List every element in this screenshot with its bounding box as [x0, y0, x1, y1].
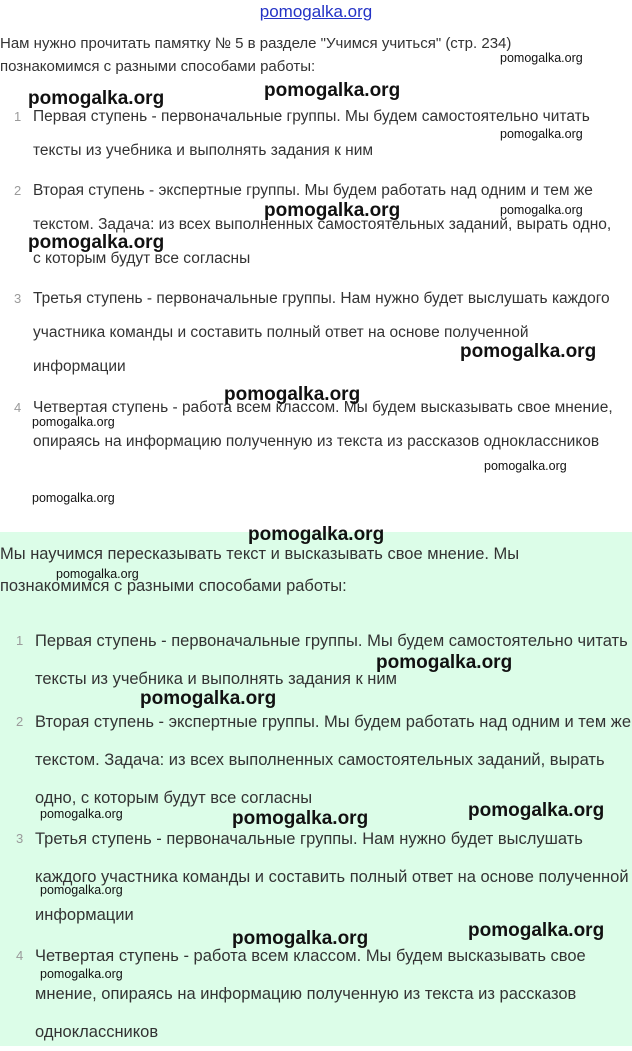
- step-number: 3: [16, 831, 24, 846]
- watermark: pomogalka.org: [500, 51, 583, 65]
- site-header-link[interactable]: pomogalka.org: [259, 2, 373, 21]
- answer-intro: Мы научимся пересказывать текст и высказывать свое мнение. Мы познакомимся с разными способами работы:: [0, 545, 520, 595]
- step-text: Вторая ступень - экспертные группы. Мы будем работать над одним и тем же текстом. Задача: из всех выполненных самостоятельных заданий, вырать одно, с которым будут все согласны: [35, 713, 631, 807]
- step-number: 3: [14, 291, 22, 306]
- watermark: pomogalka.org: [28, 88, 165, 109]
- watermark: pomogalka.org: [224, 384, 361, 405]
- watermark: pomogalka.org: [500, 127, 583, 141]
- step-number: 4: [16, 948, 24, 963]
- step-number: 1: [16, 633, 24, 648]
- watermark: pomogalka.org: [500, 203, 583, 217]
- watermark: pomogalka.org: [40, 967, 123, 981]
- watermark: pomogalka.org: [248, 524, 385, 545]
- watermark: pomogalka.org: [28, 232, 165, 253]
- watermark: pomogalka.org: [264, 80, 401, 101]
- watermark: pomogalka.org: [232, 808, 369, 829]
- watermark: pomogalka.org: [376, 652, 513, 673]
- step-number: 2: [14, 183, 22, 198]
- watermark: pomogalka.org: [468, 800, 605, 821]
- watermark: pomogalka.org: [232, 928, 369, 949]
- watermark: pomogalka.org: [32, 415, 115, 429]
- watermark: pomogalka.org: [460, 341, 597, 362]
- watermark: pomogalka.org: [40, 807, 123, 821]
- step-number: 1: [14, 109, 22, 124]
- step-number: 2: [16, 714, 24, 729]
- step-text: Четвертая ступень - работа всем классом. Мы будем высказывать свое мнение, опираясь на информацию полученную из текста из рассказов одноклассников: [33, 399, 613, 450]
- watermark: pomogalka.org: [468, 920, 605, 941]
- step-number: 4: [14, 400, 22, 415]
- watermark: pomogalka.org: [56, 567, 139, 581]
- step-text: Третья ступень - первоначальные группы. Нам нужно будет выслушать каждого участника команды и составить полный ответ на основе полученной информации: [35, 830, 629, 924]
- task-intro: Нам нужно прочитать памятку № 5 в разделе "Учимся учиться" (стр. 234) познакомимся с разными способами работы:: [0, 35, 512, 75]
- watermark: pomogalka.org: [264, 200, 401, 221]
- step-text: Первая ступень - первоначальные группы. Мы будем самостоятельно читать тексты из учебника и выполнять задания к ним: [33, 108, 590, 159]
- step-text: Третья ступень - первоначальные группы. Нам нужно будет выслушать каждого участника команды и составить полный ответ на основе полученной информации: [33, 290, 610, 375]
- step-text: Вторая ступень - экспертные группы. Мы будем работать над одним и тем же текстом. Задача: из всех выполненных самостоятельных заданий, вырать одно, с которым будут все согласны: [33, 182, 612, 267]
- watermark: pomogalka.org: [32, 491, 115, 505]
- step-text: Четвертая ступень - работа всем классом. Мы будем высказывать свое мнение, опираясь на информацию полученную из текста из рассказов одноклассников: [35, 947, 586, 1041]
- watermark: pomogalka.org: [484, 459, 567, 473]
- watermark: pomogalka.org: [140, 688, 277, 709]
- step-text: Первая ступень - первоначальные группы. Мы будем самостоятельно читать тексты из учебника и выполнять задания к ним: [35, 632, 628, 688]
- watermark: pomogalka.org: [40, 883, 123, 897]
